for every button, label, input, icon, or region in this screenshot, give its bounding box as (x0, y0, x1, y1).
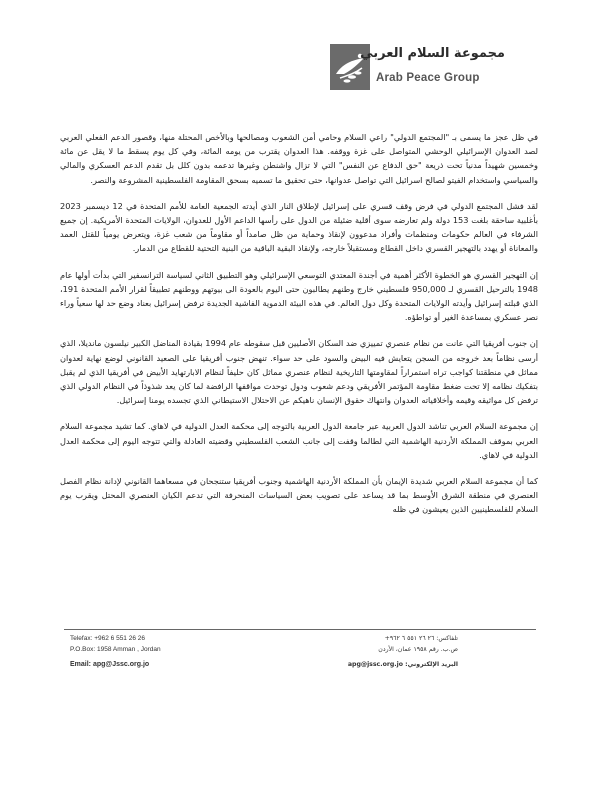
org-name-arabic: مجموعة السلام العربي (360, 46, 505, 61)
org-logo (330, 44, 505, 96)
footer-telefax-ar: تلفاكس: ٢٦ ٢٦ ٥٥١ ٦ ٩٦٢+ (384, 635, 458, 642)
paragraph-3: إن التهجير القسري هو الخطوة الأكثر أهمية في أجندة المعتدي التوسعي الإسرائيلي وهو التطبيق الثاني لسياسة الترانسفير التي بدأت أولها عام 1948 بالترحيل القسري لـ 950,000 فلسطيني خارج وطنهم يطالبون حتى اليوم بالعودة الى بيوتهم ووطنهم تطبيقاً لقرار الأمم المتحدة 191، الذي قبلته إسرائيل وأيدته الولايات المتحدة وكل دول العالم. في هذه البيئة الدموية الفاشية الجديدة ترفض إسرائيل بعناد وضع حد لها سعياً وراء نصر عسكري بمساعدة الغير أو تواطؤه. (60, 269, 539, 323)
letter-body (60, 130, 538, 529)
footer-pobox-en: P.O.Box: 1958 Amman , Jordan (70, 646, 161, 653)
paragraph-4: إن جنوب أفريقيا التي عانت من نظام عنصري تمييزي ضد السكان الأصليين قبل سقوطه عام 1994 بقيادة المناضل الكبير نيلسون مانديلا، الذي أرسى نظاماً بعد خروجه من السجن يتعايش فيه البيض والسود على حد سواء. تنهض جنوب أفريقيا على الصعيد القانوني لوضع نهاية لعدوان مماثل في منطقتنا كواجب تراه استمراراً لمقاومتها التاريخية لنظام عنصري مماثل كان حليفاً لنظام الابارتهايد الأبيض في أفريقيا الذي لم يقبل بتفكيك نظامه إلا تحت ضغط مقاومة المؤتمر الأفريقي ودعم شعوب ودول توحدت مواقفها الرافضة لما كان يعد شذوذاً في النظام الدولي الذي ترفض كل مواثيقه وقيمه وأخلاقياته العدوان وانتهاك حقوق الإنسان ناهيكم عن الاحتلال الاستيطاني الذي تجسده يومنا إسرائيل. (60, 338, 538, 406)
footer-email-en[interactable]: Email: apg@Jssc.org.jo (70, 661, 150, 668)
footer-pobox-ar: ص.ب. رقم ١٩٥٨ عمان، الأردن (378, 646, 458, 653)
paragraph-2: لقد فشل المجتمع الدولي في فرض وقف قسري على إسرائيل لإطلاق النار الذي أيدته الجمعية العامة للأمم المتحدة في 12 ديسمبر 2023 بأغلبية ساحقة بلغت 153 دولة ولم تعارضه سوى أقلية ضئيلة من الدول على رأسها الداعم الأول للعدوان، الولايات المتحدة الأمريكية. إن جميع الشرفاء في العالم حكومات ومنظمات وأفراد مدعوون لإنقاذ وحماية من ظل صامداً أو مقاوماً من شعب غزة، ويتعرض يومياً للقتل العمد والمعاناة أو يهدد بالتهجير القسري داخل القطاع ومستقبلاً خارجه، ولإنقاذ البقية الباقية من البنية التحتية للقطاع من الدمار. (60, 200, 538, 254)
org-name-english: Arab Peace Group (376, 72, 480, 84)
paragraph-1: في ظل عجز ما يسمى بـ "المجتمع الدولي" راعي السلام وحامي أمن الشعوب ومصالحها وبالأخص المحتلة منها، وقصور الدعم الفعلي العربي لصد العدوان الإسرائيلي الوحشي المتواصل على غزة ووقفه. هذا العدوان يقترب من يومه المائة، وفي كل يوم يسقط ما لا يقل عن مائة وخمسين شهيداً مدنياً تحت ذريعة "حق الدفاع عن النفس" التي لا تزال واشنطن وغيرها تدعمه بدون كلل بل تقدم الدعم العسكري والمالي والسياسي واستخدام الفيتو لصالح اسرائيل التي تواصل عدوانها، حتى تحقيق ما تسميه بسحق المقاومة الفلسطينية المشروعة والنصر. (60, 132, 538, 185)
footer-email-ar[interactable]: البريد الإلكتروني: apg@jssc.org.jo (347, 661, 458, 668)
footer-divider (64, 629, 536, 630)
footer-contact-english (70, 633, 161, 670)
paragraph-6: كما أن مجموعة السلام العربي شديدة الإيمان بأن المملكة الأردنية الهاشمية وجنوب أفريقيا ستنجحان في مسعاهما القانوني لإدانة نظام الفصل العنصري في منطقة الشرق الأوسط بما قد يساعد على تصويب بعض السياسات المنحرفة التي تدعم الكيان العنصري المحتل ويقرب يوم السلام للفلسطينيين الذين يعيشون في ظله (60, 476, 538, 515)
footer-contact-arabic (348, 633, 458, 670)
footer-telefax-en: Telefax: +962 6 551 26 26 (70, 635, 145, 642)
paragraph-5: إن مجموعة السلام العربي تناشد الدول العربية عبر جامعة الدول العربية بالتوجه إلى محكمة العدل الدولية في لاهاي. كما تشيد مجموعة السلام العربي بموقف المملكة الأردنية الهاشمية التي لطالما وقفت إلى جانب الشعب الفلسطيني وقضيته العادلة والتي تتوجه اليوم إلى محكمة العدل الدولية في لاهاي. (60, 421, 538, 460)
